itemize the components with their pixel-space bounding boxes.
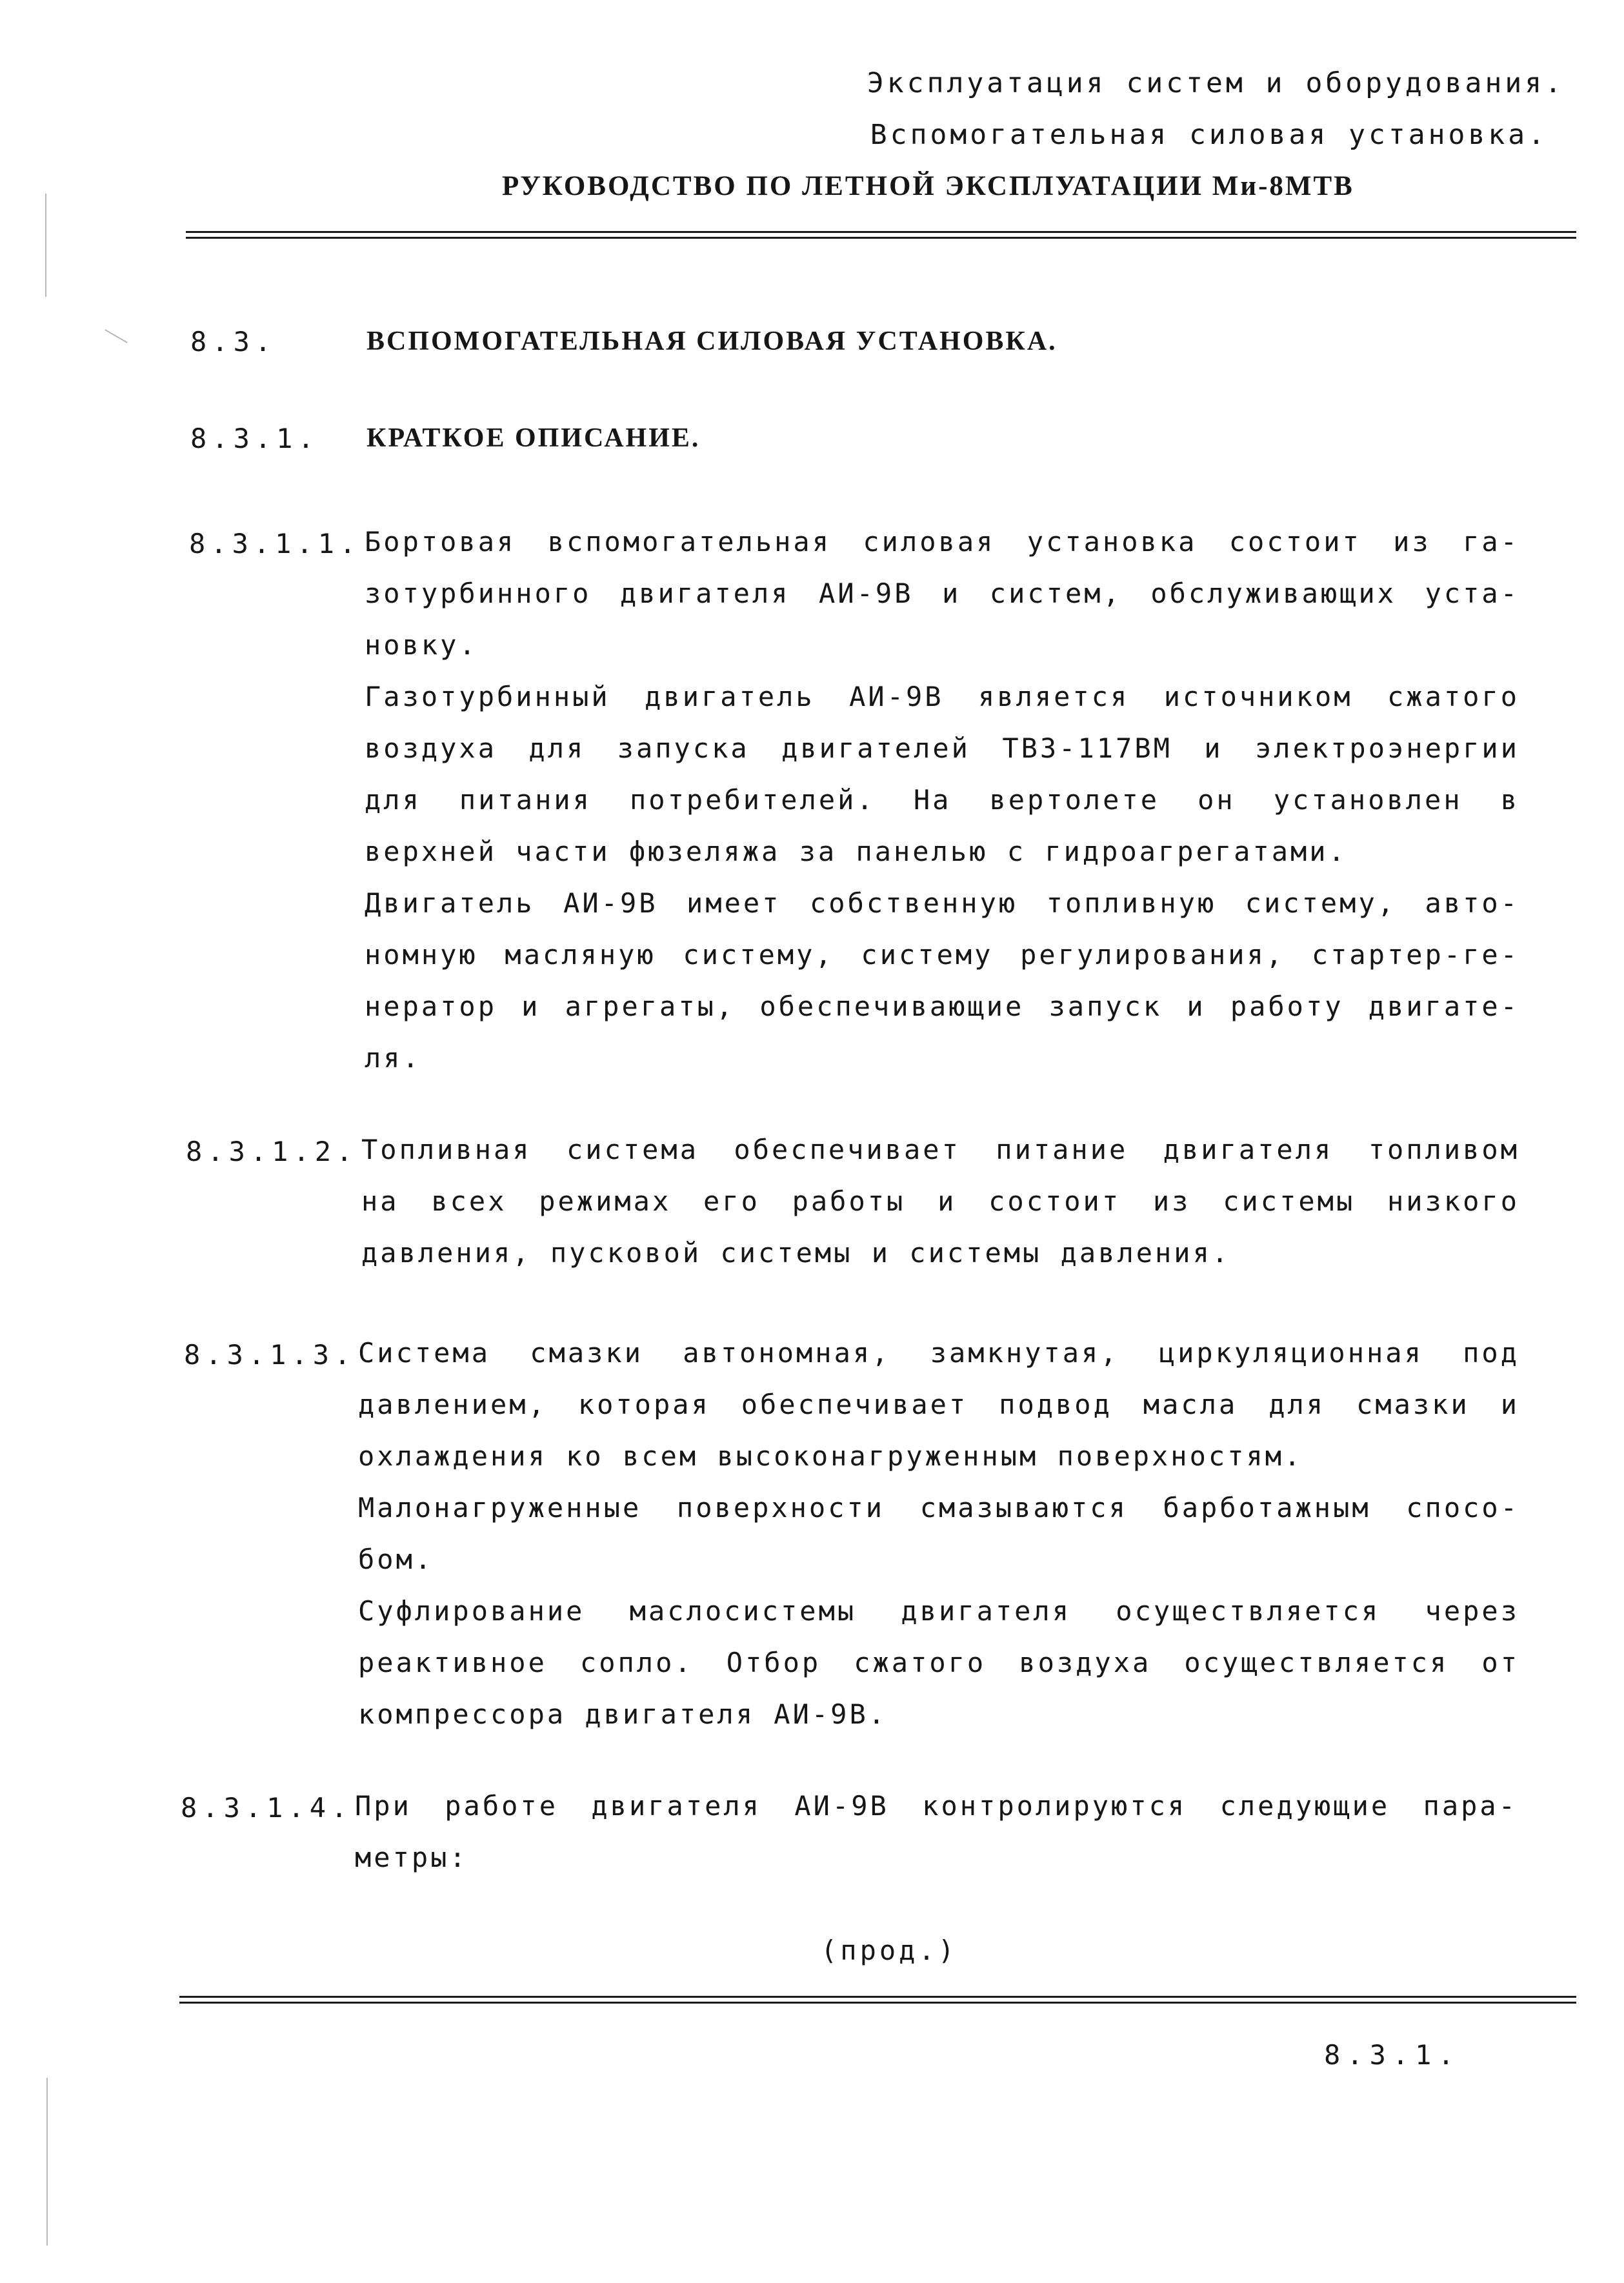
paragraph-line: метры:: [355, 1842, 468, 1873]
scan-artifact: [45, 194, 46, 297]
paragraph-body: [355, 1780, 1518, 1884]
paragraph-body: [365, 516, 1519, 1084]
paragraph-body: [361, 1124, 1519, 1279]
paragraph-line: Малонагруженные поверхности смазываются барботажным спосо-: [358, 1492, 1519, 1524]
paragraph-line: новку.: [365, 629, 478, 661]
paragraph-line: реактивное сопло. Отбор сжатого воздуха осуществляется от: [358, 1647, 1519, 1678]
paragraph-line: на всех режимах его работы и состоит из системы низкого: [361, 1185, 1519, 1217]
section-heading: КРАТКОЕ ОПИСАНИЕ.: [366, 423, 701, 453]
manual-title: РУКОВОДСТВО ПО ЛЕТНОЙ ЭКСПЛУАТАЦИИ Ми-8МТВ: [502, 171, 1354, 201]
paragraph-line: бом.: [358, 1544, 434, 1575]
paragraph-line: номную масляную систему, систему регулирования, стартер-ге-: [365, 939, 1519, 971]
paragraph-number: 8.3.1.4.: [181, 1792, 353, 1824]
section-number: 8.3.: [190, 326, 277, 357]
paragraph-number: 8.3.1.3.: [184, 1339, 356, 1371]
scan-artifact: [46, 2078, 48, 2246]
paragraph-number: 8.3.1.1.: [189, 528, 361, 559]
paragraph-line: зотурбинного двигателя АИ-9В и систем, обслуживающих уста-: [365, 578, 1519, 609]
section-heading: ВСПОМОГАТЕЛЬНАЯ СИЛОВАЯ УСТАНОВКА.: [366, 327, 1058, 356]
scan-artifact: [105, 329, 128, 343]
paragraph-line: Топливная система обеспечивает питание двигателя топливом: [361, 1134, 1519, 1165]
paragraph-number: 8.3.1.2.: [186, 1136, 358, 1167]
paragraph-line: Бортовая вспомогательная силовая установка состоит из га-: [365, 526, 1519, 558]
paragraph-line: давления, пусковой системы и системы давления.: [361, 1237, 1231, 1269]
paragraph-line: нератор и агрегаты, обеспечивающие запуск и работу двигате-: [365, 991, 1519, 1022]
paragraph-line: Система смазки автономная, замкнутая, циркуляционная под: [358, 1337, 1519, 1369]
paragraph-line: Суфлирование маслосистемы двигателя осуществляется через: [358, 1595, 1519, 1627]
paragraph-body: [358, 1327, 1519, 1740]
header-divider: [186, 231, 1576, 239]
paragraph-line: верхней части фюзеляжа за панелью с гидроагрегатами.: [365, 836, 1347, 867]
continuation-marker: (прод.): [821, 1935, 958, 1966]
paragraph-line: воздуха для запуска двигателей ТВ3-117ВМ и электроэнергии: [365, 732, 1519, 764]
section-number: 8.3.1.: [190, 423, 319, 454]
header-section-title: Эксплуатация систем и оборудования.: [867, 67, 1565, 99]
paragraph-line: для питания потребителей. На вертолете он установлен в: [365, 784, 1519, 816]
paragraph-line: При работе двигателя АИ-9В контролируются следующие пара-: [355, 1790, 1518, 1822]
paragraph-line: компрессора двигателя АИ-9В.: [358, 1698, 888, 1730]
paragraph-line: Газотурбинный двигатель АИ-9В является источником сжатого: [365, 681, 1519, 712]
paragraph-line: давлением, которая обеспечивает подвод масла для смазки и: [358, 1389, 1519, 1420]
footer-divider: [179, 1996, 1576, 2004]
header-subsection-title: Вспомогательная силовая установка.: [870, 119, 1548, 151]
paragraph-line: охлаждения ко всем высоконагруженным поверхностям.: [358, 1440, 1303, 1472]
page-number: 8.3.1.: [1324, 2039, 1461, 2071]
paragraph-line: ля.: [365, 1042, 421, 1074]
paragraph-line: Двигатель АИ-9В имеет собственную топливную систему, авто-: [365, 887, 1519, 919]
